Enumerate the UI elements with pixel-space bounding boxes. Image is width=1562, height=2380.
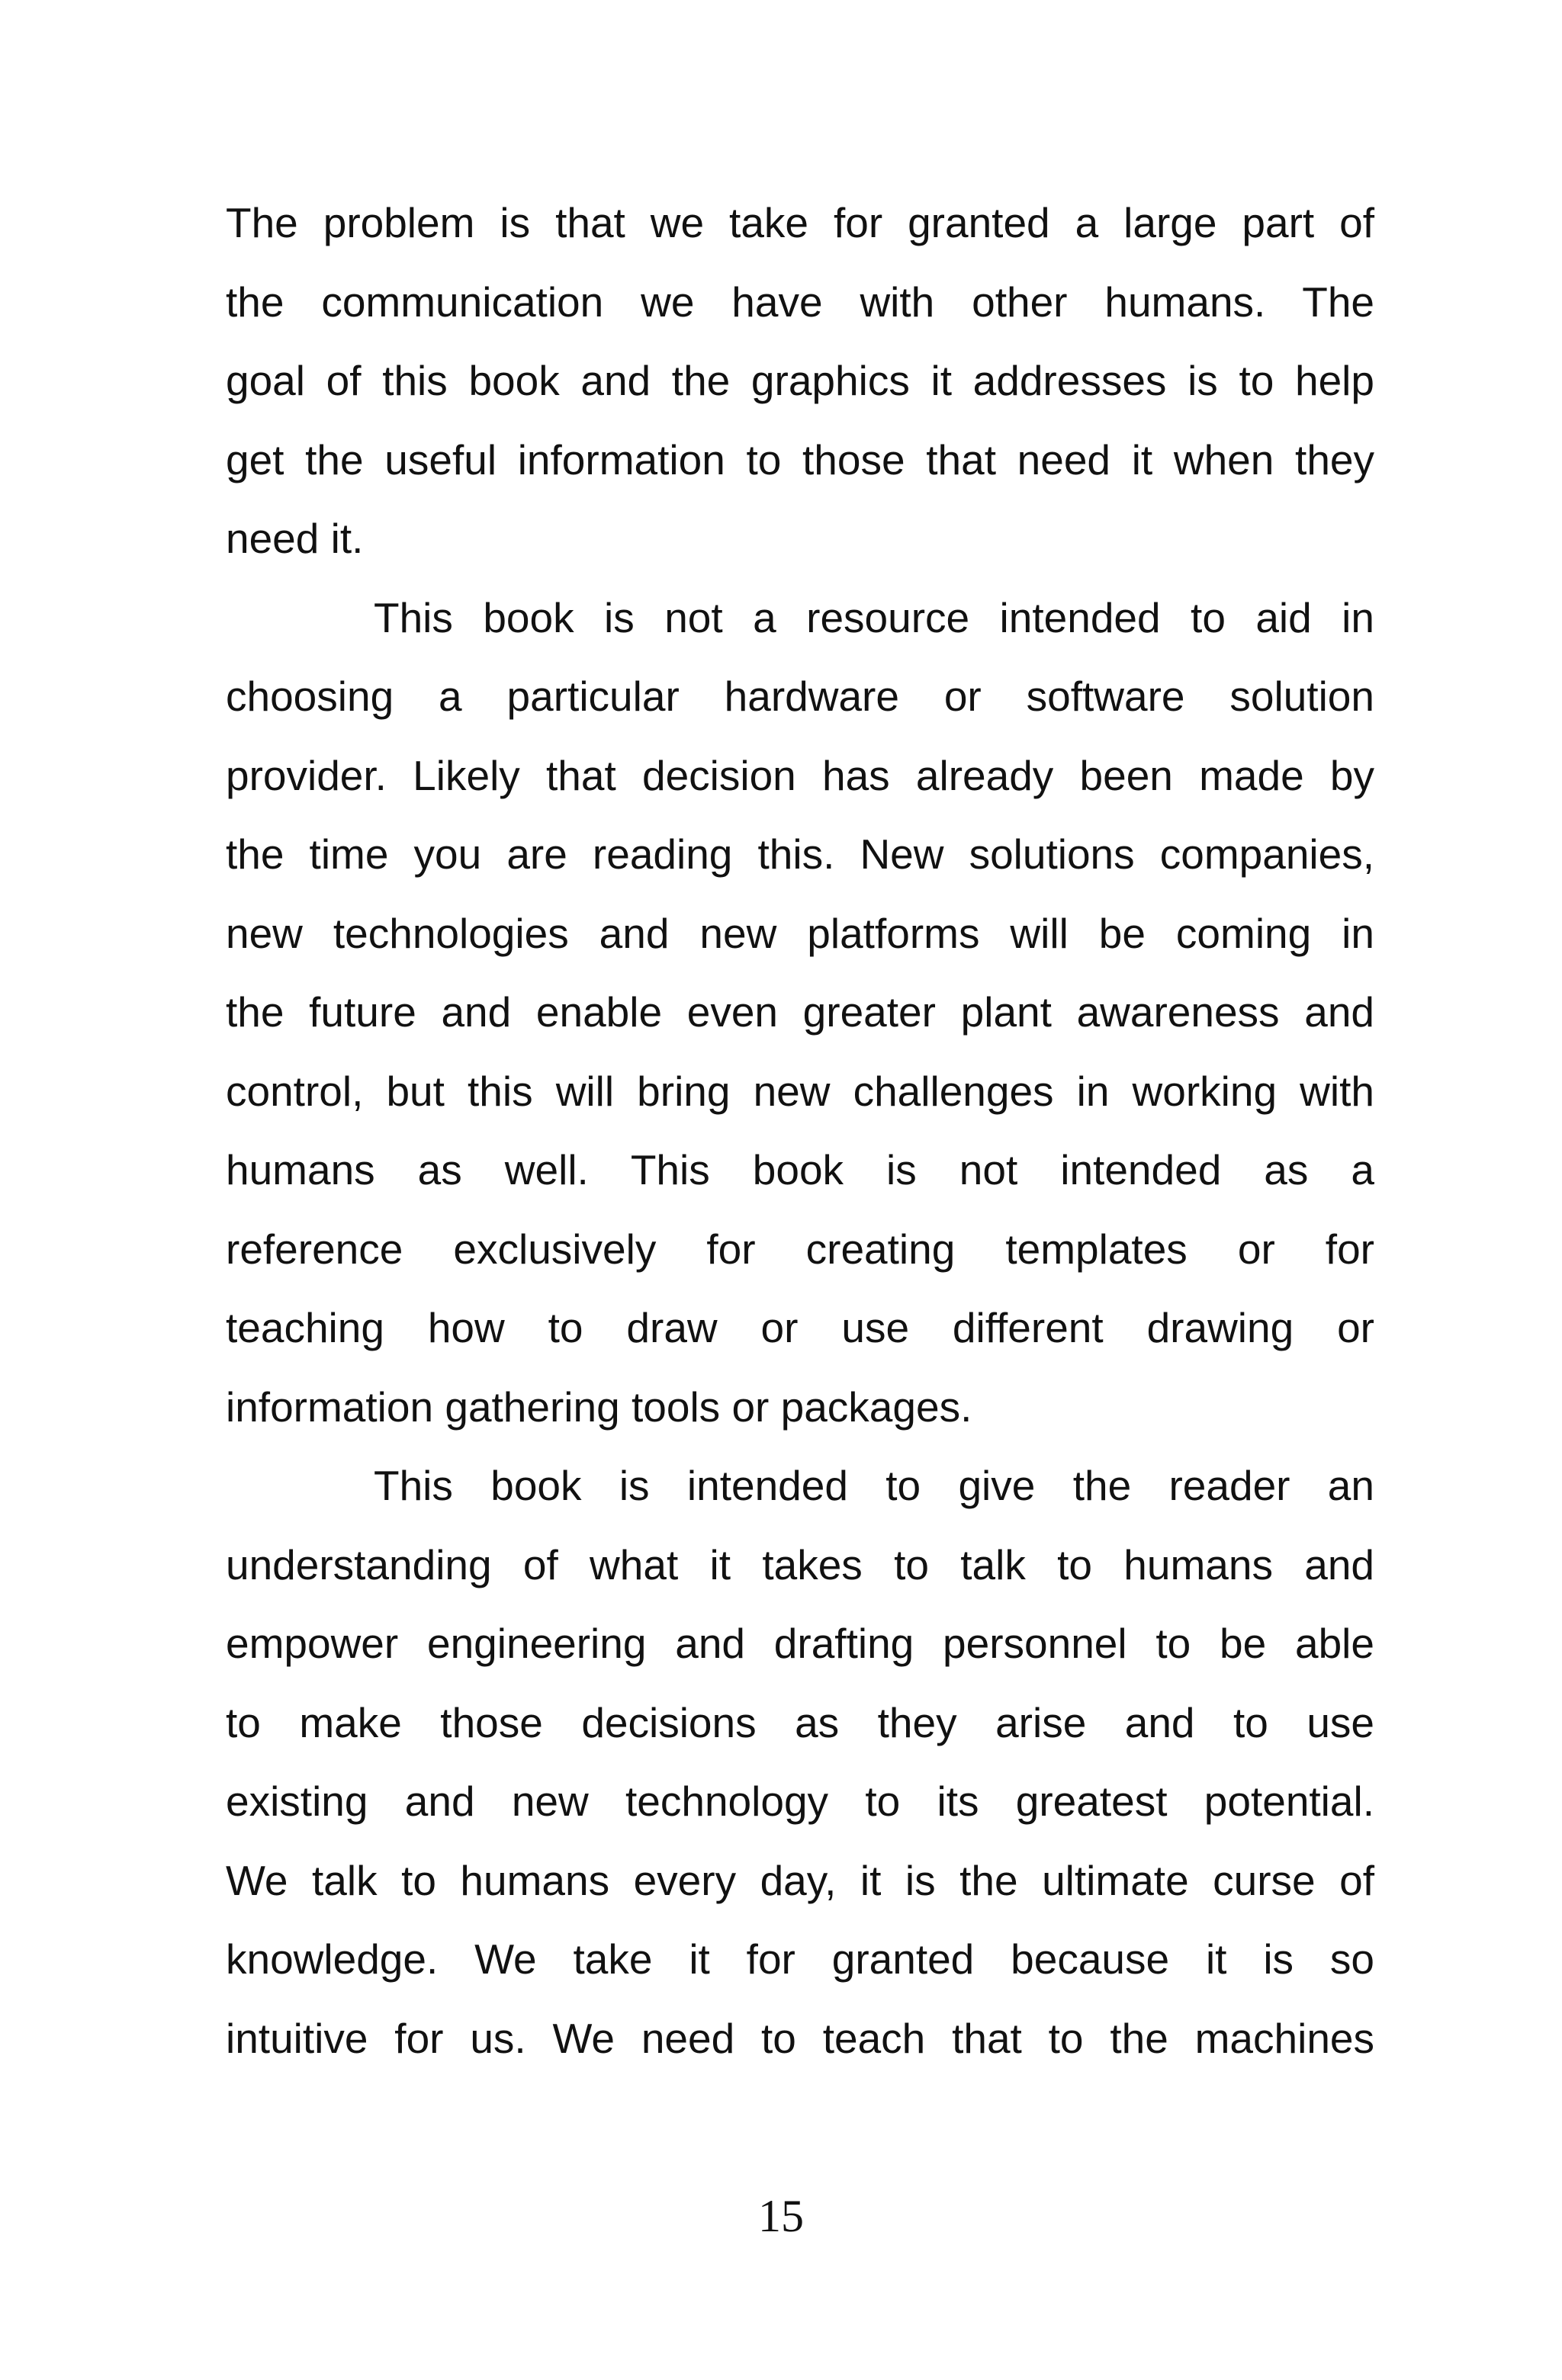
- text-line: new technologies and new platforms will be coming in: [226, 909, 1374, 957]
- text-line: the communication we have with other humans. The: [226, 278, 1374, 326]
- text-line: humans as well. This book is not intended as a: [226, 1146, 1374, 1193]
- text-line: This book is intended to give the reader an: [374, 1462, 1374, 1509]
- text-line: empower engineering and drafting personnel to be able: [226, 1620, 1374, 1667]
- text-line: provider. Likely that decision has already been made by: [226, 751, 1374, 799]
- text-line: the time you are reading this. New solutions companies,: [226, 830, 1374, 878]
- text-line: choosing a particular hardware or software solution: [226, 673, 1374, 720]
- text-line: get the useful information to those that need it when they: [226, 435, 1374, 483]
- text-line: the future and enable even greater plant awareness and: [226, 988, 1374, 1036]
- text-line: This book is not a resource intended to aid in: [374, 593, 1374, 641]
- text-line: information gathering tools or packages.: [226, 1383, 972, 1431]
- text-line: intuitive for us. We need to teach that to the machines: [226, 2014, 1374, 2062]
- text-line: goal of this book and the graphics it addresses is to help: [226, 357, 1374, 404]
- text-line: need it.: [226, 515, 364, 562]
- text-line: understanding of what it takes to talk to humans and: [226, 1540, 1374, 1588]
- text-line: existing and new technology to its greatest potential.: [226, 1778, 1374, 1825]
- text-line: teaching how to draw or use different drawing or: [226, 1304, 1374, 1351]
- text-line: to make those decisions as they arise and to use: [226, 1698, 1374, 1746]
- body-text: [226, 192, 1374, 2086]
- text-line: knowledge. We take it for granted because it is so: [226, 1935, 1374, 1983]
- text-line: We talk to humans every day, it is the ultimate curse of: [226, 1856, 1374, 1904]
- page-number: 15: [758, 2191, 804, 2241]
- text-line: reference exclusively for creating templates or for: [226, 1225, 1374, 1273]
- text-line: control, but this will bring new challenges in working with: [226, 1067, 1374, 1115]
- text-line: The problem is that we take for granted a large part of: [226, 199, 1374, 246]
